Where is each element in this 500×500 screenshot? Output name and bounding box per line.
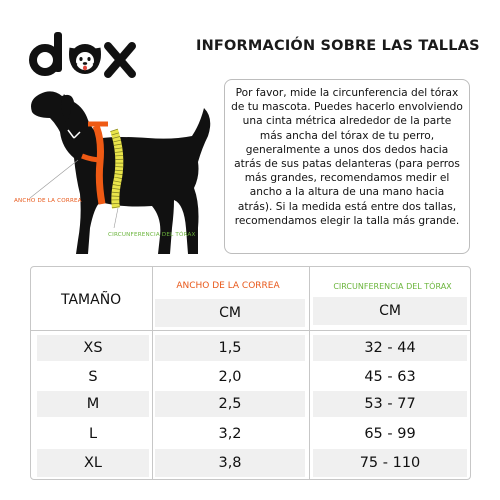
size-cell: L	[88, 426, 98, 442]
table-row	[31, 363, 470, 391]
chest-cell: 32 - 44	[313, 335, 467, 361]
chest-cell: 75 - 110	[313, 449, 467, 477]
unit-chest: CM	[313, 297, 467, 325]
strap-cell: 2,5	[155, 391, 305, 417]
table-row	[31, 449, 470, 479]
strap-cell: 3,8	[155, 449, 305, 477]
table-header-row	[31, 267, 470, 333]
header-size: TAMAÑO	[61, 292, 122, 308]
chest-cell: 45 - 63	[364, 369, 416, 385]
dox-logo	[28, 28, 140, 80]
strap-width-label: ANCHO DE LA CORREA	[14, 198, 82, 204]
measurement-instructions: Por favor, mide la circunferencia del tórax de tu mascota. Puedes hacerlo envolviendo una cinta métrica alrededor de la parte más ancha del tórax de tu perro, generalmente a unos dos dedos hacia atrás de sus patas delanteras (para perros más grandes, recomendamos medir el ancho a la altura de una mano hacia atrás). Si la medida está entre dos tallas, recomendamos elegir la talla más grande.	[224, 79, 470, 254]
chest-circumference-label: CIRCUNFERENCIA DEL TÓRAX	[108, 232, 196, 238]
strap-cell: 2,0	[218, 369, 242, 385]
unit-strap: CM	[155, 299, 305, 327]
size-cell: XL	[37, 449, 149, 477]
size-table	[30, 266, 471, 480]
strap-cell: 1,5	[155, 335, 305, 361]
header-divider	[31, 330, 471, 331]
table-row	[31, 419, 470, 449]
size-cell: M	[37, 391, 149, 417]
chest-cell: 53 - 77	[313, 391, 467, 417]
size-cell: S	[88, 369, 98, 385]
strap-cell: 3,2	[218, 426, 242, 442]
dog-face-icon	[70, 44, 100, 74]
header-strap-width: ANCHO DE LA CORREA	[176, 281, 280, 291]
table-row	[31, 335, 470, 363]
table-row	[31, 391, 470, 419]
size-cell: XS	[37, 335, 149, 361]
header-chest-circumference: CIRCUNFERENCIA DEL TÓRAX	[333, 281, 452, 291]
chest-cell: 65 - 99	[364, 426, 416, 442]
svg-text:dox: dox	[28, 28, 30, 29]
page-title: INFORMACIÓN SOBRE LAS TALLAS	[196, 38, 480, 54]
